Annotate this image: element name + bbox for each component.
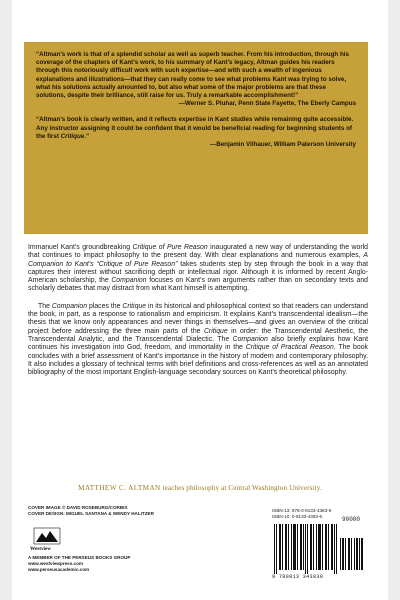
desc-text: in order: the Transcendental Aesthetic, the Transcendental Analytic, and the Transcendental Dialectic. The <box>28 327 368 343</box>
desc-text: in its historical and philosophical context so that readers can understand the book, in part, as a response to rationalism and empiricism. It explains Kant’s transcendental idealism—the thesis that we know only appearances and never things in themselves—and gives an overview of the critical project before addressing the three main parts of the <box>28 302 368 335</box>
book-description <box>28 244 368 386</box>
cover-design-credit: COVER DESIGN: MIGUEL SANTANA & WENDY HALITZER <box>28 511 154 516</box>
publisher-url-2[interactable]: www.perseusacademic.com <box>28 567 90 573</box>
desc-text: takes students step by step through the book in a way that captures their interest without sacrificing depth or intellectual rigor. Although it is informed by recent Anglo-American scholarship, the <box>28 260 368 285</box>
barcode-block <box>272 508 368 584</box>
endorsement-1-text: “Altman’s work is that of a splendid scholar as well as superb teacher. From his introduction, through his coverage of the chapters of Kant’s work, to his summary of Kant’s legacy, Altman guides his readers through this notoriously difficult work with such expertise—and with such a wealth of ingenious explanations and illustrations—that they can really come to see what problems Kant was trying to solve, what his solutions actually amounted to, but also what some of the major problems are that these solutions, despite their brilliance, still raise for us. Truly a remarkable accomplishment!” <box>36 51 350 100</box>
desc-text: . The book concludes with a brief assessment of Kant’s importance in the history of modern and contemporary philosophy. It also includes a glossary of technical terms with brief definitions and cross-references as well as an annotated bibliography of the most important English-language secondary sources on Kant’s theoretical philosophy. <box>28 344 369 377</box>
desc-italic: Companion <box>51 302 88 310</box>
isbn-13: ISBN-13: 978-0-8133-4383-9 <box>272 508 332 513</box>
publisher-member-line: A MEMBER OF THE PERSEUS BOOKS GROUP <box>28 555 131 560</box>
endorsement-box <box>24 42 368 234</box>
desc-italic: A Companion to Kant’s “Critique of Pure Reason” <box>28 252 368 268</box>
cover-credits <box>28 505 154 517</box>
endorsement-2-attribution: —Benjamin Vilhauer, William Paterson University <box>209 141 356 149</box>
endorsement-2-italic: Critique <box>60 132 85 140</box>
endorsement-quote-1 <box>36 51 356 100</box>
endorsement-2-text-a: “Altman’s book is clearly written, and it reflects expertise in Kant studies while remaining quite accessible. Any instructor assigning it could be confident that it would be beneficial reading for beginning students of the first <box>36 116 354 140</box>
barcode-price-code: 90000 <box>342 516 361 523</box>
cover-image-credit: COVER IMAGE © DAVID ROSEBURG/CORBIS <box>28 505 128 510</box>
desc-text: focuses on Kant’s own arguments rather than on secondary texts and scholarly debates that may distract from what Kant himself is attempting. <box>28 277 368 293</box>
author-bio <box>0 484 400 492</box>
endorsement-2-text-b: .” <box>84 132 90 140</box>
desc-text: places the <box>87 302 123 310</box>
desc-italic: Critique <box>122 302 147 310</box>
isbn-10: ISBN-10: 0-8133-4383-6 <box>272 514 323 519</box>
desc-italic: Critique of Practical Reason <box>245 344 334 352</box>
desc-italic: Critique <box>203 327 228 335</box>
desc-text: also briefly explains how Kant continues his investigation into God, freedom, and immortality in the <box>28 335 368 352</box>
barcode-icon <box>272 522 368 574</box>
isbn-lines <box>272 508 331 520</box>
barcode-digits: 9 780813 343839 <box>272 574 324 580</box>
desc-italic: Companion <box>232 335 268 343</box>
publisher-logo-text: Westview <box>30 546 52 552</box>
desc-text: The <box>38 302 52 310</box>
desc-text: inaugurated a new way of understanding the world that continues to impact philosophy to the present day. With clear explanations and numerous examples, <box>28 244 368 260</box>
author-name: MATTHEW C. ALTMAN <box>78 484 161 492</box>
desc-italic: Critique of Pure Reason <box>132 244 208 251</box>
publisher-info <box>28 555 130 574</box>
description-paragraph-1 <box>28 244 368 294</box>
desc-italic: Companion <box>111 277 147 285</box>
desc-text: Immanuel Kant’s groundbreaking <box>28 244 133 251</box>
endorsement-1-attribution: —Werner S. Pluhar, Penn State Fayette, The Eberly Campus <box>178 100 356 108</box>
description-paragraph-2 <box>28 303 368 378</box>
author-bio-text: teaches philosophy at Central Washington University. <box>160 484 322 492</box>
endorsement-quote-2 <box>36 116 356 141</box>
publisher-url-1[interactable]: www.westviewpress.com <box>28 561 83 567</box>
